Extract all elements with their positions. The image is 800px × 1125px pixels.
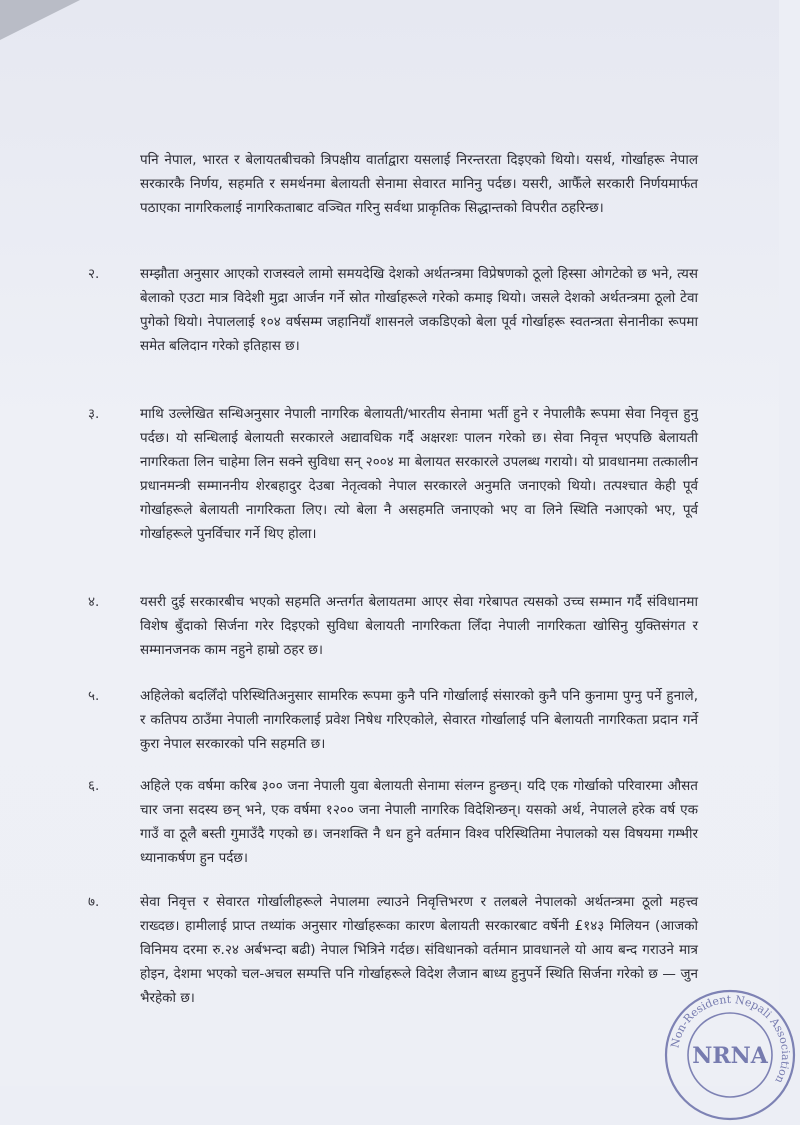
- paragraph-7: [88, 890, 698, 1010]
- paragraph-text: सम्झौता अनुसार आएको राजस्वले लामो समयदेखि देशको अर्थतन्त्रमा विप्रेषणको ठूलो हिस्सा ओगटेको छ भने, त्यस बेलाको एउटा मात्र विदेशी मुद्रा आर्जन गर्ने स्रोत गोर्खाहरूले गरेको कमाइ थियो। जसले देशको अर्थतन्त्रमा ठूलो टेवा पुगेको थियो। नेपाललाई १०४ वर्षसम्म जहानियाँ शासनले जकडिएको बेला पूर्व गोर्खाहरू स्वतन्त्रता सेनानीका रूपमा समेत बलिदान गरेको इतिहास छ।: [140, 266, 698, 354]
- paragraph-text: पनि नेपाल, भारत र बेलायतबीचको त्रिपक्षीय वार्ताद्वारा यसलाई निरन्तरता दिइएको थियो। यसर्थ, गोर्खाहरू नेपाल सरकारकै निर्णय, सहमति र समर्थनमा बेलायती सेनामा सेवारत मानिनु पर्दछ। यसरी, आफैँले सरकारी निर्णयमार्फत पठाएका नागरिकलाई नागरिकताबाट वञ्चित गरिनु सर्वथा प्राकृतिक सिद्धान्तको विपरीत ठहरिन्छ।: [140, 152, 698, 216]
- folded-corner: [0, 0, 80, 40]
- paragraph-text: अहिलेको बदलिँदो परिस्थितिअनुसार सामरिक रूपमा कुनै पनि गोर्खालाई संसारको कुनै पनि कुनामा पुग्नु पर्ने हुनाले, र कतिपय ठाउँमा नेपाली नागरिकलाई प्रवेश निषेध गरिएकोले, सेवारत गोर्खालाई पनि बेलायती नागरिकता प्रदान गर्ने कुरा नेपाल सरकारको पनि सहमति छ।: [140, 688, 698, 752]
- paragraph-6: [88, 774, 698, 870]
- paragraph-number: २.: [88, 266, 100, 282]
- paragraph-1: [88, 148, 698, 220]
- nrna-seal: [660, 985, 800, 1125]
- paragraph-number: ६.: [88, 778, 100, 794]
- seal-center-text: NRNA: [692, 1043, 768, 1069]
- paragraph-text: अहिले एक वर्षमा करिब ३०० जना नेपाली युवा बेलायती सेनामा संलग्न हुन्छन्। यदि एक गोर्खाको परिवारमा औसत चार जना सदस्य छन् भने, एक वर्षमा १२०० जना नेपाली नागरिक विदेशिन्छन्। यसको अर्थ, नेपालले हरेक वर्ष एक गाउँ वा ठूलै बस्ती गुमाउँदै गएको छ। जनशक्ति नै धन हुने वर्तमान विश्व परिस्थितिमा नेपालको यस विषयमा गम्भीर ध्यानाकर्षण हुन पर्दछ।: [140, 778, 698, 866]
- paragraph-text: सेवा निवृत्त र सेवारत गोर्खालीहरूले नेपालमा ल्याउने निवृत्तिभरण र तलबले नेपालको अर्थतन्त्रमा ठूलो महत्त्व राख्दछ। हामीलाई प्राप्त तथ्यांक अनुसार गोर्खाहरूका कारण बेलायती सरकारबाट वर्षेनी £१४३ मिलियन (आजको विनिमय दरमा रु.२४ अर्बभन्दा बढी) नेपाल भित्रिने गर्दछ। संविधानको वर्तमान प्रावधानले यो आय बन्द गराउने मात्र होइन, देशमा भएको चल-अचल सम्पत्ति पनि गोर्खाहरूले विदेश लैजान बाध्य हुनुपर्ने स्थिति सिर्जना गरेको छ — जुन भैरहेको छ।: [140, 894, 698, 1006]
- seal-ring-text: Non-Resident Nepali Association: [668, 992, 793, 1086]
- paragraph-2: [88, 262, 698, 358]
- paragraph-number: ३.: [88, 406, 100, 422]
- paragraph-number: ४.: [88, 594, 100, 610]
- paragraph-4: [88, 590, 698, 662]
- paragraph-5: [88, 684, 698, 756]
- paragraph-number: ७.: [88, 894, 100, 910]
- paragraph-text: माथि उल्लेखित सन्धिअनुसार नेपाली नागरिक बेलायती/भारतीय सेनामा भर्ती हुने र नेपालीकै रूपमा सेवा निवृत्त हुनु पर्दछ। यो सन्धिलाई बेलायती सरकारले अद्यावधिक गर्दै अक्षरशः पालन गरेको छ। सेवा निवृत्त भएपछि बेलायती नागरिकता लिन चाहेमा लिन सक्ने सुविधा सन् २००४ मा बेलायत सरकारले उपलब्ध गरायो। यो प्रावधानमा तत्कालीन प्रधानमन्त्री सम्माननीय शेरबहादुर देउबा नेतृत्वको नेपाल सरकारले अनुमति जनाएको थियो। तत्पश्चात केही पूर्व गोर्खाहरूले बेलायती नागरिकता लिए। त्यो बेला नै असहमति जनाएको भए वा लिने स्थिति नआएको भए, पूर्व गोर्खाहरूले पुनर्विचार गर्ने थिए होला।: [140, 406, 698, 542]
- paragraph-text: यसरी दुई सरकारबीच भएको सहमति अन्तर्गत बेलायतमा आएर सेवा गरेबापत त्यसको उच्च सम्मान गर्दै संविधानमा विशेष बुँदाको सिर्जना गरेर दिइएको सुविधा बेलायती नागरिकता लिँदा नेपाली नागरिकता खोसिनु युक्तिसंगत र सम्मानजनक काम नहुने हाम्रो ठहर छ।: [140, 594, 698, 658]
- paragraph-3: [88, 402, 698, 546]
- paragraph-number: ५.: [88, 688, 100, 704]
